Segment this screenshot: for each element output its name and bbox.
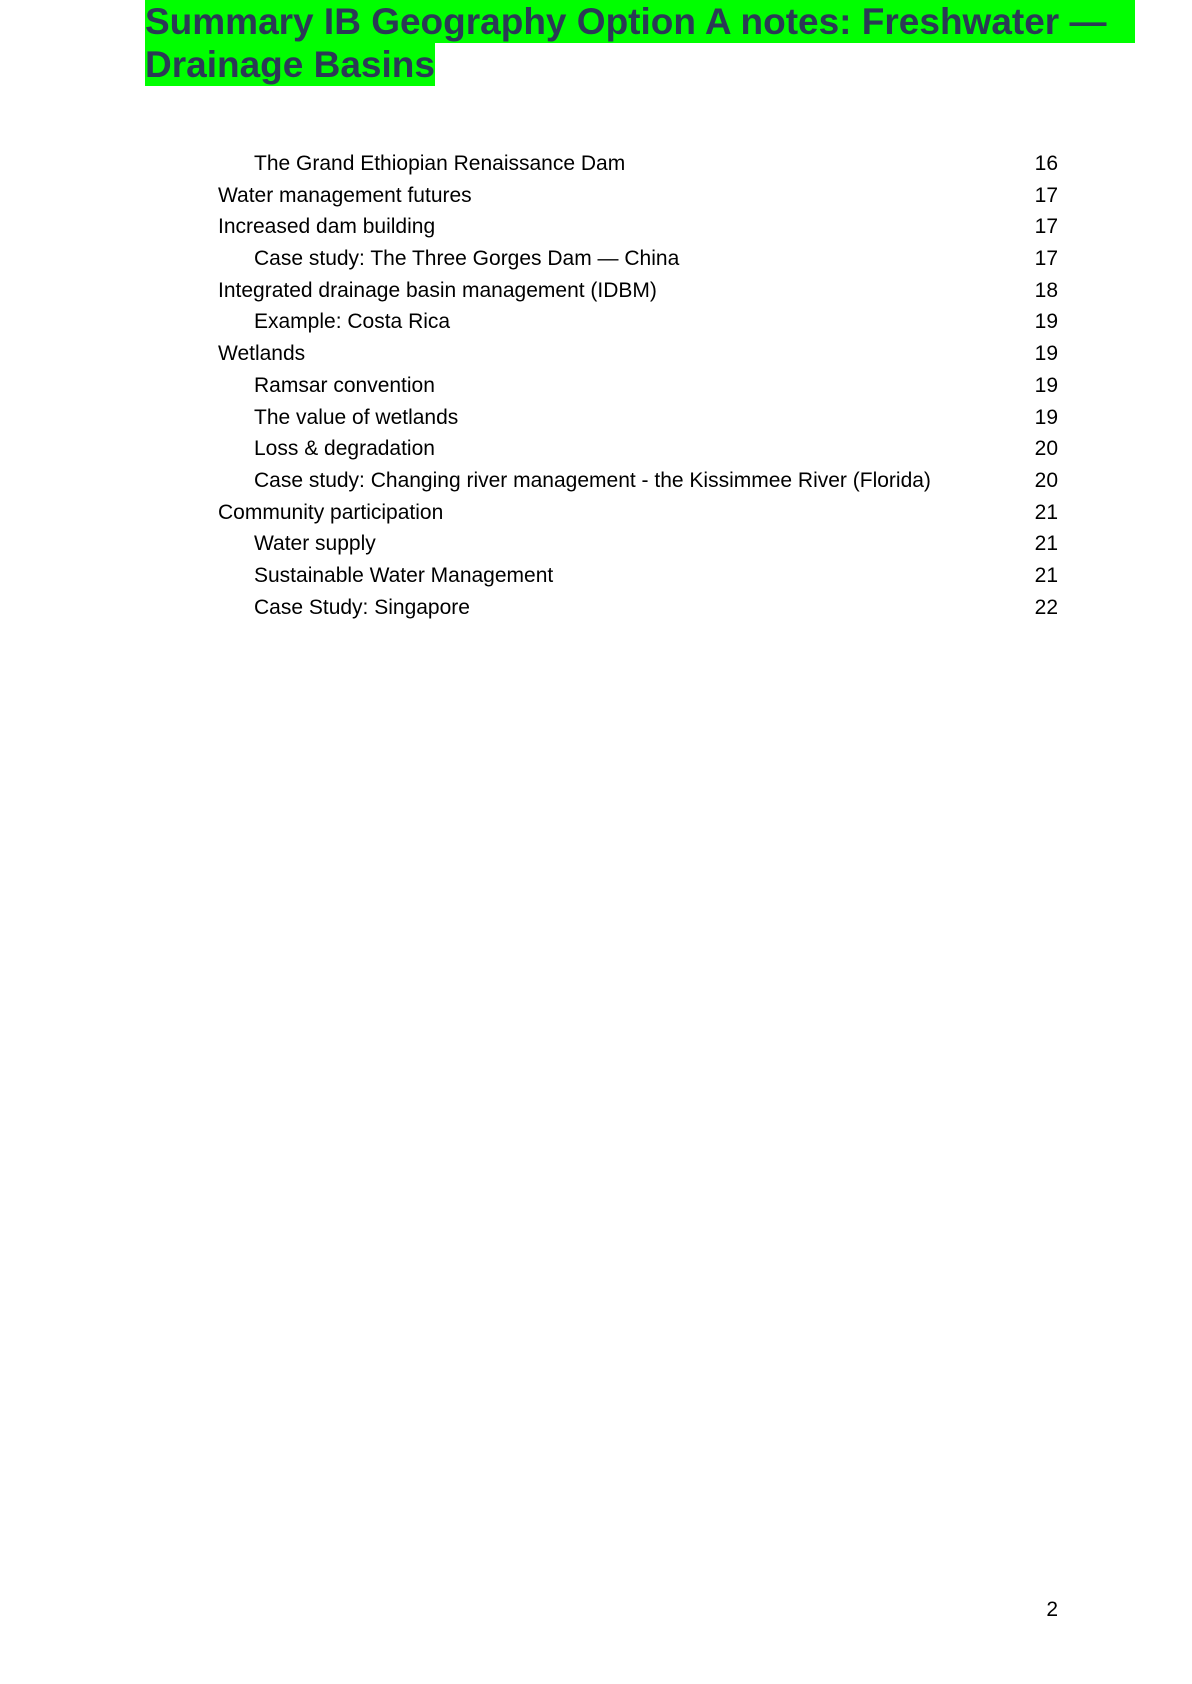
toc-entry-label: Ramsar convention <box>254 373 435 397</box>
toc-entry-page: 20 <box>1034 468 1058 492</box>
toc-entry-page: 21 <box>1034 563 1058 587</box>
toc-entry-label: The value of wetlands <box>254 405 459 429</box>
toc-entry[interactable] <box>218 338 1058 370</box>
toc-entry-page: 18 <box>1034 278 1058 302</box>
toc-entry-page: 17 <box>1034 215 1058 239</box>
toc-entry-label: Wetlands <box>218 342 306 366</box>
toc-entry-label: Water management futures <box>218 183 472 207</box>
toc-entry-page: 20 <box>1034 437 1058 461</box>
toc-entry-label: Sustainable Water Management <box>254 563 554 587</box>
toc-entry[interactable] <box>218 592 1058 624</box>
title-line-1: Summary IB Geography Option A notes: Freshwater — <box>145 0 1135 43</box>
toc-entry[interactable] <box>218 243 1058 275</box>
toc-entry-label: Case study: Changing river management - the Kissimmee River (Florida) <box>254 468 931 492</box>
toc-entry-page: 19 <box>1034 373 1058 397</box>
toc-entry-label: Example: Costa Rica <box>254 310 451 334</box>
document-title <box>145 0 1135 86</box>
toc-entry[interactable] <box>218 528 1058 560</box>
toc-entry[interactable] <box>218 465 1058 497</box>
table-of-contents <box>218 148 1058 623</box>
toc-entry-page: 19 <box>1034 405 1058 429</box>
page-number: 2 <box>1046 1598 1058 1621</box>
toc-entry[interactable] <box>218 370 1058 402</box>
toc-entry-label: Loss & degradation <box>254 437 435 461</box>
title-line-2: Drainage Basins <box>145 44 435 85</box>
toc-entry-label: Case study: The Three Gorges Dam — China <box>254 247 680 271</box>
toc-entry[interactable] <box>218 402 1058 434</box>
toc-entry-label: The Grand Ethiopian Renaissance Dam <box>254 152 626 175</box>
toc-entry[interactable] <box>218 148 1058 180</box>
toc-entry-page: 17 <box>1034 183 1058 207</box>
toc-entry-label: Increased dam building <box>218 215 436 239</box>
toc-entry-page: 16 <box>1034 152 1058 175</box>
toc-entry[interactable] <box>218 497 1058 529</box>
toc-entry[interactable] <box>218 180 1058 212</box>
toc-entry[interactable] <box>218 275 1058 307</box>
toc-entry-page: 19 <box>1034 310 1058 334</box>
toc-entry-page: 22 <box>1034 595 1058 619</box>
toc-entry-label: Community participation <box>218 500 444 524</box>
toc-entry-label: Case Study: Singapore <box>254 595 470 619</box>
toc-entry-page: 17 <box>1034 247 1058 271</box>
toc-entry-page: 21 <box>1034 500 1058 524</box>
toc-entry-page: 21 <box>1034 532 1058 556</box>
toc-entry-label: Integrated drainage basin management (IDBM) <box>218 278 657 302</box>
toc-entry[interactable] <box>218 433 1058 465</box>
toc-entry[interactable] <box>218 211 1058 243</box>
toc-entry-page: 19 <box>1034 342 1058 366</box>
toc-entry[interactable] <box>218 560 1058 592</box>
toc-entry[interactable] <box>218 306 1058 338</box>
toc-entry-label: Water supply <box>254 532 376 556</box>
